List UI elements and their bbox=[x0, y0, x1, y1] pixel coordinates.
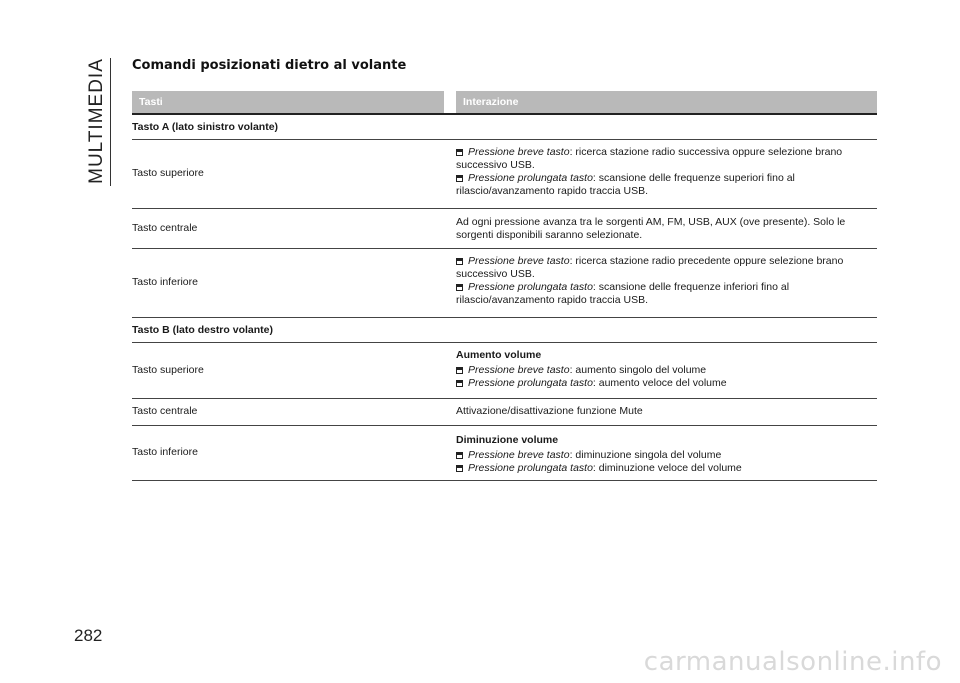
key-label: Tasto superiore bbox=[132, 363, 204, 376]
section-title: Comandi posizionati dietro al volante bbox=[132, 58, 407, 73]
button-press-icon bbox=[456, 380, 463, 387]
interaction-cell: Aumento volume Pressione breve tasto: aumento singolo del volume Pressione prolungata tasto: aumento veloce del volume bbox=[456, 343, 877, 398]
header-keys: Tasti bbox=[132, 91, 444, 113]
group-heading-b: Tasto B (lato destro volante) bbox=[132, 318, 877, 343]
table-row bbox=[132, 426, 877, 481]
button-press-icon bbox=[456, 258, 463, 265]
group-heading-a: Tasto A (lato sinistro volante) bbox=[132, 115, 877, 140]
table-row bbox=[132, 399, 877, 426]
button-press-icon bbox=[456, 465, 463, 472]
button-press-icon bbox=[456, 149, 463, 156]
button-press-icon bbox=[456, 175, 463, 182]
table-row bbox=[132, 140, 877, 209]
cell-subheading: Diminuzione volume bbox=[456, 433, 559, 446]
button-press-icon bbox=[456, 452, 463, 459]
interaction-cell: Diminuzione volume Pressione breve tasto: diminuzione singola del volume Pressione prolungata tasto: diminuzione veloce del volume bbox=[456, 426, 877, 480]
controls-table bbox=[132, 91, 877, 481]
interaction-cell: Attivazione/disattivazione funzione Mute bbox=[456, 405, 643, 417]
watermark: carmanualsonline.info bbox=[643, 647, 942, 677]
header-interaction: Interazione bbox=[456, 91, 877, 113]
cell-subheading: Aumento volume bbox=[456, 348, 542, 361]
table-header bbox=[132, 91, 877, 113]
key-label: Tasto inferiore bbox=[132, 446, 198, 458]
table-row bbox=[132, 249, 877, 318]
interaction-cell: Pressione breve tasto: ricerca stazione radio precedente oppure selezione brano successivo USB. Pressione prolungata tasto: scansione delle frequenze inferiori fino al rilascio/avanzamento rapido traccia USB. bbox=[456, 254, 844, 306]
interaction-cell: Ad ogni pressione avanza tra le sorgenti AM, FM, USB, AUX (ove presente). Solo le sorgenti disponibili saranno selezionate. bbox=[456, 215, 846, 241]
page-number: 282 bbox=[74, 626, 103, 645]
button-press-icon bbox=[456, 367, 463, 374]
table-row bbox=[132, 343, 877, 399]
table-row bbox=[132, 209, 877, 249]
key-label: Tasto superiore bbox=[132, 167, 204, 179]
key-label: Tasto inferiore bbox=[132, 276, 198, 288]
side-divider bbox=[110, 58, 111, 186]
interaction-cell: Pressione breve tasto: ricerca stazione radio successiva oppure selezione brano successivo USB. Pressione prolungata tasto: scansione delle frequenze superiori fino al rilascio/avanzamento rapido traccia USB. bbox=[456, 145, 843, 197]
key-label: Tasto centrale bbox=[132, 405, 198, 417]
key-label: Tasto centrale bbox=[132, 221, 198, 234]
button-press-icon bbox=[456, 284, 463, 291]
side-section-label: MULTIMEDIA bbox=[86, 58, 108, 184]
